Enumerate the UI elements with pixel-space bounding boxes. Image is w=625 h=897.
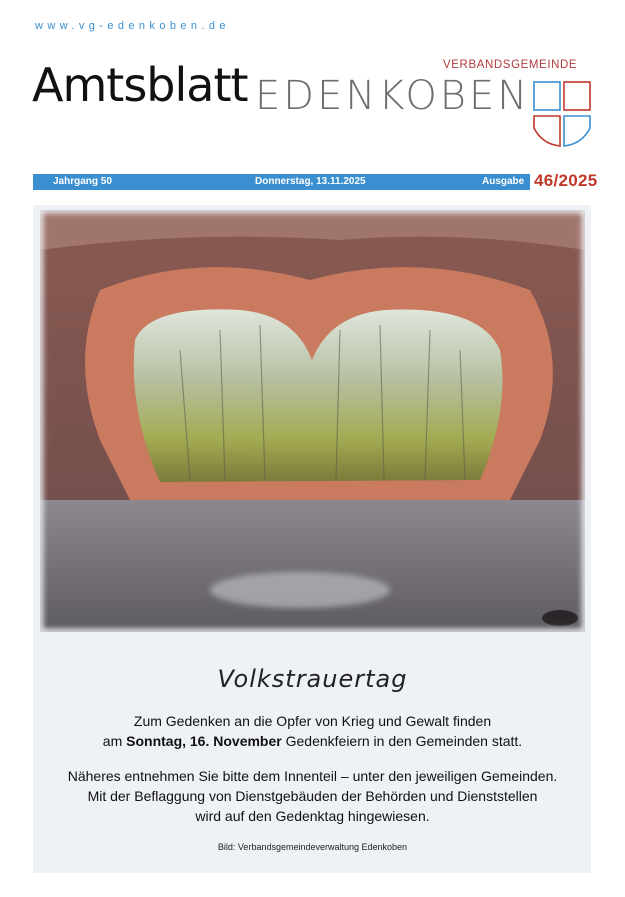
paragraph-1-prefix: am: [102, 733, 123, 749]
paragraph-1-line-2: [40, 731, 585, 751]
paragraph-2-line-3: wird auf den Gedenktag hingewiesen.: [195, 808, 430, 824]
issue-number: 46/2025: [534, 171, 598, 190]
municipality-name: EDENKOBEN: [255, 73, 531, 119]
paragraph-2-line-1: Näheres entnehmen Sie bitte dem Innenteil – unter den jeweiligen Gemeinden.: [67, 768, 558, 784]
cover-text-paragraph-2: [40, 766, 585, 826]
volume-label: Jahrgang 50: [53, 176, 112, 187]
memorial-date: Sonntag, 16. November: [126, 733, 282, 749]
municipality-label: VERBANDSGEMEINDE: [443, 59, 578, 71]
issue-date: Donnerstag, 13.11.2025: [255, 176, 366, 187]
website-link[interactable]: www.vg-edenkoben.de: [35, 20, 230, 32]
masthead-title: Amtsblatt: [32, 58, 248, 112]
heart-shaped-window-photo: [40, 210, 585, 632]
coat-of-arms-icon: [532, 80, 592, 150]
paragraph-1-suffix: Gedenkfeiern in den Gemeinden statt.: [285, 733, 523, 749]
cover-text-paragraph-1: [40, 711, 585, 751]
image-credit: Bild: Verbandsgemeindeverwaltung Edenkoben: [217, 842, 408, 852]
issue-info-bar: [33, 174, 530, 190]
cover-headline: Volkstrauertag: [217, 665, 408, 693]
paragraph-1-line-1: Zum Gedenken an die Opfer von Krieg und Gewalt finden: [133, 713, 492, 729]
issue-label: Ausgabe: [482, 176, 525, 187]
paragraph-2-line-2: Mit der Beflaggung von Dienstgebäuden der Behörden und Dienststellen: [87, 788, 538, 804]
